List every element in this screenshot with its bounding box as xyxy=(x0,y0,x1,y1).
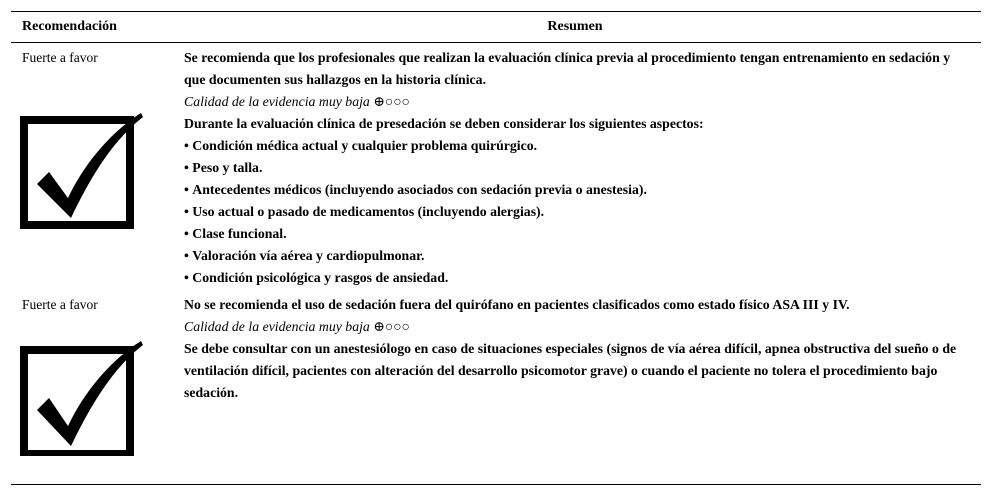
row-1-strength: Fuerte a favor xyxy=(22,50,98,65)
list-item: • Antecedentes médicos (incluyendo asociados con sedación previa o anestesia). xyxy=(184,179,964,201)
table-top-rule xyxy=(11,11,981,12)
row-2-statement: No se recomienda el uso de sedación fuera del quirófano en pacientes clasificados como estado físico ASA III y IV. xyxy=(184,297,850,312)
list-item: • Condición psicológica y rasgos de ansiedad. xyxy=(184,267,964,289)
row-2-quality-label: Calidad de la evidencia muy baja xyxy=(184,319,370,334)
row-1-summary xyxy=(184,47,964,289)
row-2-note: Se debe consultar con un anestesiólogo en caso de situaciones especiales (signos de vía aérea difícil, apnea obstructiva del sueño o de ventilación difícil, pacientes con alteración del desarrollo psicomotor grave) o cuando el paciente no tolera el procedimiento bajo sedación. xyxy=(184,341,957,400)
row-2-quality-symbol: ⊕○○○ xyxy=(373,319,410,334)
row-1-aspects-list xyxy=(184,135,964,289)
row-1-aspects-intro: Durante la evaluación clínica de presedación se deben considerar los siguientes aspectos: xyxy=(184,116,704,131)
list-item: • Valoración vía aérea y cardiopulmonar. xyxy=(184,245,964,267)
row-1-quality-symbol: ⊕○○○ xyxy=(373,94,410,109)
row-1-quality-label: Calidad de la evidencia muy baja xyxy=(184,94,370,109)
row-2-quality xyxy=(184,316,964,338)
list-item: • Uso actual o pasado de medicamentos (incluyendo alergias). xyxy=(184,201,964,223)
header-recommendation: Recomendación xyxy=(22,19,117,34)
row-1-statement: Se recomienda que los profesionales que realizan la evaluación clínica previa al procedimiento tengan entrenamiento en sedación y que documenten sus hallazgos en la historia clínica. xyxy=(184,50,951,87)
row-2-strength: Fuerte a favor xyxy=(22,297,98,312)
list-item: • Clase funcional. xyxy=(184,223,964,245)
checkbox-checked-icon xyxy=(20,112,146,230)
header-summary: Resumen xyxy=(547,19,603,34)
row-1-quality xyxy=(184,91,964,113)
table-bottom-rule xyxy=(11,484,981,485)
row-2-summary xyxy=(184,294,964,404)
list-item: • Condición médica actual y cualquier problema quirúrgico. xyxy=(184,135,964,157)
checkbox-checked-icon xyxy=(20,338,146,456)
list-item: • Peso y talla. xyxy=(184,157,964,179)
table-header-rule xyxy=(11,42,981,43)
